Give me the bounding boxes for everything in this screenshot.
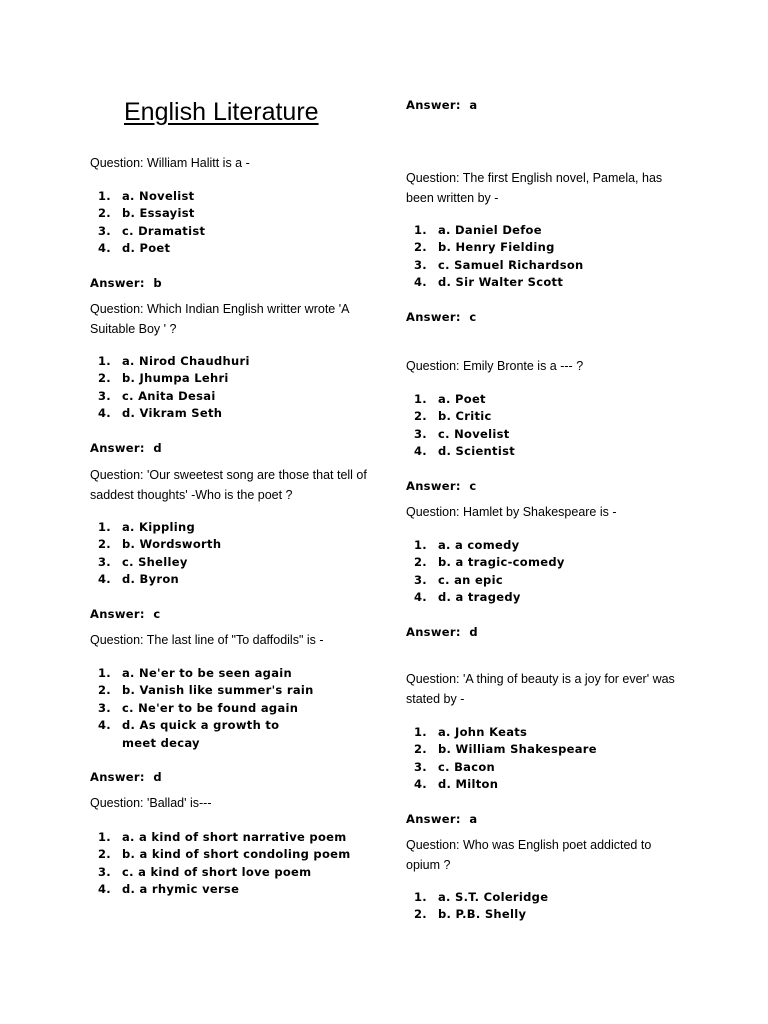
answer-text: Answer: c xyxy=(406,479,477,493)
answer-text: Answer: d xyxy=(90,441,162,455)
answer-text: Answer: b xyxy=(90,276,162,290)
option-list xyxy=(406,222,656,292)
list-item: 4. d. a rhymic verse xyxy=(98,882,240,897)
option-list xyxy=(406,724,656,794)
list-item: 3. c. Novelist xyxy=(414,426,510,441)
list-item: 2. b. a tragic-comedy xyxy=(414,555,565,570)
list-item: 2. b. Jhumpa Lehri xyxy=(98,371,229,386)
list-item: 1. a. Ne'er to be seen again xyxy=(98,666,293,680)
question-text: Question: 'Our sweetest song are those that tell of saddest thoughts' -Who is the poet ? xyxy=(90,468,367,502)
list-item: 2. b. Wordsworth xyxy=(98,537,222,552)
answer-text: Answer: d xyxy=(90,770,162,784)
question-text: Question: Hamlet by Shakespeare is - xyxy=(406,505,617,519)
answer-text: Answer: c xyxy=(406,310,477,324)
answer-text: Answer: c xyxy=(90,607,161,621)
list-item: 4. d. Milton xyxy=(414,777,499,792)
list-item: 3. c. Ne'er to be found again xyxy=(98,700,299,715)
list-item: 1. a. Daniel Defoe xyxy=(414,223,542,237)
question-text: Question: William Halitt is a - xyxy=(90,156,250,170)
option-list xyxy=(90,353,340,423)
option-list xyxy=(90,519,340,589)
list-item: 1. a. a kind of short narrative poem xyxy=(98,830,347,844)
list-item: 4. d. As quick a growth to meet decay xyxy=(98,718,280,750)
question-text: Question: Which Indian English writter wrote 'A Suitable Boy ' ? xyxy=(90,302,349,336)
list-item: 2. b. William Shakespeare xyxy=(414,742,597,757)
option-list xyxy=(406,537,656,607)
option-list xyxy=(90,188,340,258)
list-item: 4. d. a tragedy xyxy=(414,590,521,605)
option-list xyxy=(406,889,656,924)
list-item: 4. d. Scientist xyxy=(414,444,516,459)
list-item: 2. b. Henry Fielding xyxy=(414,240,555,255)
question-text: Question: 'Ballad' is--- xyxy=(90,796,212,810)
option-list xyxy=(90,665,340,752)
list-item: 3. c. Anita Desai xyxy=(98,388,216,403)
question-text: Question: The last line of "To daffodils" is - xyxy=(90,633,324,647)
list-item: 3. c. a kind of short love poem xyxy=(98,864,312,879)
list-item: 4. d. Vikram Seth xyxy=(98,406,223,421)
list-item: 4. d. Sir Walter Scott xyxy=(414,275,564,290)
list-item: 3. c. Samuel Richardson xyxy=(414,257,584,272)
answer-text: Answer: d xyxy=(406,625,478,639)
option-list xyxy=(90,829,370,899)
question-text: Question: 'A thing of beauty is a joy for ever' was stated by - xyxy=(406,672,675,706)
question-text: Question: Emily Bronte is a --- ? xyxy=(406,359,584,373)
list-item: 4. d. Byron xyxy=(98,572,180,587)
question-text: Question: The first English novel, Pamela, has been written by - xyxy=(406,171,663,205)
answer-text: Answer: a xyxy=(406,812,478,826)
list-item: 3. c. an epic xyxy=(414,572,503,587)
list-item: 3. c. Dramatist xyxy=(98,223,206,238)
question-text: Question: Who was English poet addicted to opium ? xyxy=(406,838,652,872)
list-item: 1. a. Nirod Chaudhuri xyxy=(98,354,250,368)
list-item: 1. a. Kippling xyxy=(98,520,196,534)
list-item: 1. a. Novelist xyxy=(98,189,195,203)
list-item: 1. a. a comedy xyxy=(414,538,520,552)
list-item: 2. b. Critic xyxy=(414,409,492,424)
list-item: 2. b. Vanish like summer's rain xyxy=(98,683,314,698)
answer-text: Answer: a xyxy=(406,98,478,112)
list-item: 3. c. Shelley xyxy=(98,554,188,569)
list-item: 1. a. Poet xyxy=(414,392,486,406)
list-item: 1. a. S.T. Coleridge xyxy=(414,890,549,904)
list-item: 1. a. John Keats xyxy=(414,725,528,739)
list-item: 2. b. a kind of short condoling poem xyxy=(98,847,351,862)
list-item: 2. b. P.B. Shelly xyxy=(414,907,527,922)
list-item: 2. b. Essayist xyxy=(98,206,195,221)
page-title: English Literature xyxy=(124,98,319,126)
list-item: 3. c. Bacon xyxy=(414,759,496,774)
option-list xyxy=(406,391,656,461)
list-item: 4. d. Poet xyxy=(98,241,171,256)
